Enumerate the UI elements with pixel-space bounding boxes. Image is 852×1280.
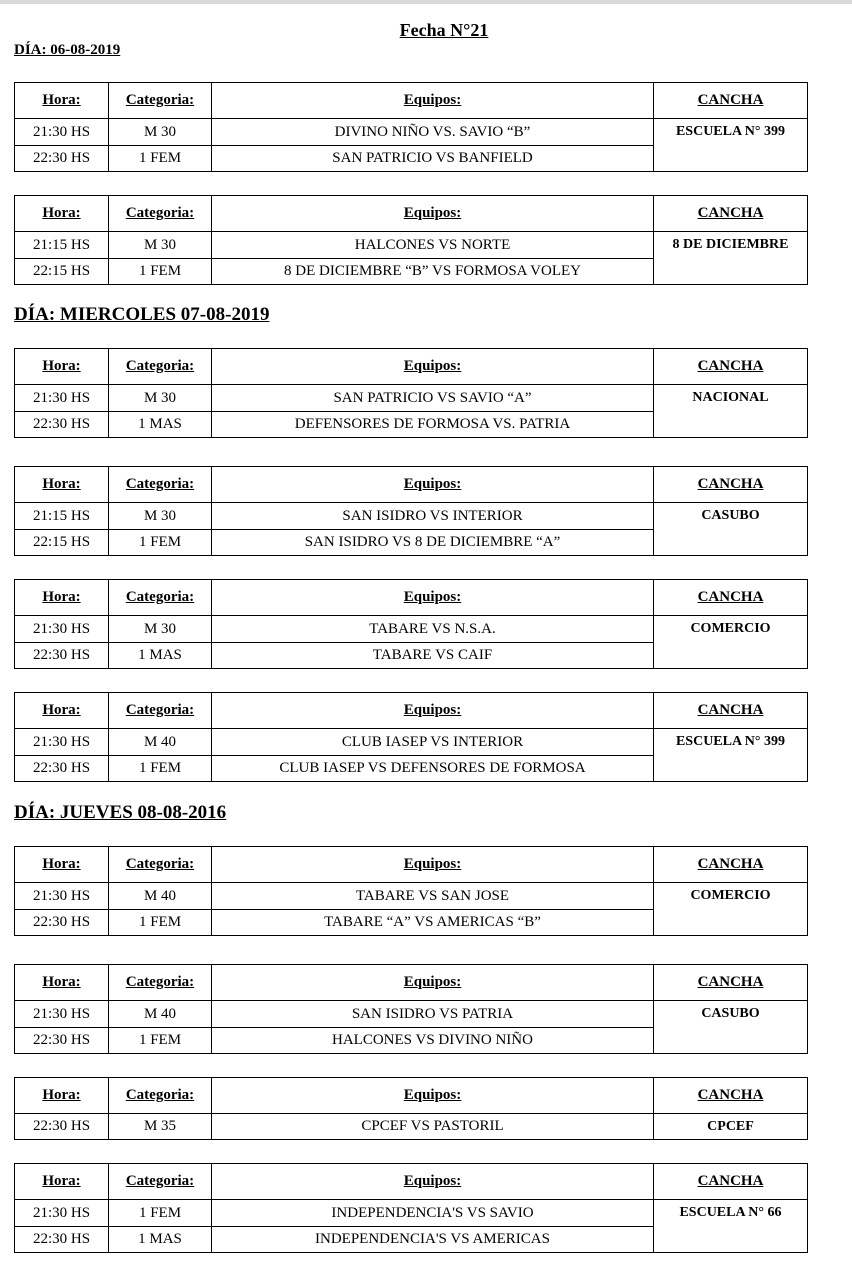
header-cancha: CANCHA (654, 1078, 808, 1114)
header-cancha: CANCHA (654, 349, 808, 385)
match-table (14, 579, 808, 669)
venue-name: CPCEF (654, 1114, 808, 1140)
table-header-row (15, 693, 808, 729)
match-table (14, 195, 808, 285)
match-time: 21:30 HS (15, 119, 109, 146)
match-category: 1 FEM (109, 259, 212, 285)
match-category: M 40 (109, 729, 212, 756)
match-teams: SAN PATRICIO VS BANFIELD (212, 146, 654, 172)
header-equipos: Equipos: (212, 693, 654, 729)
header-cancha: CANCHA (654, 467, 808, 503)
header-cancha: CANCHA (654, 580, 808, 616)
table-header-row (15, 467, 808, 503)
header-equipos: Equipos: (212, 467, 654, 503)
match-category: 1 FEM (109, 1028, 212, 1054)
window-top-border (0, 0, 852, 4)
header-hora: Hora: (15, 83, 109, 119)
match-time: 21:30 HS (15, 729, 109, 756)
match-time: 22:30 HS (15, 1028, 109, 1054)
match-time: 22:30 HS (15, 756, 109, 782)
match-time: 22:15 HS (15, 259, 109, 285)
header-hora: Hora: (15, 349, 109, 385)
match-category: 1 FEM (109, 910, 212, 936)
match-table (14, 82, 808, 172)
header-equipos: Equipos: (212, 1164, 654, 1200)
header-categoria: Categoria: (109, 349, 212, 385)
match-teams: CLUB IASEP VS INTERIOR (212, 729, 654, 756)
venue-name: ESCUELA N° 399 (654, 119, 808, 172)
header-equipos: Equipos: (212, 349, 654, 385)
match-row (15, 1114, 808, 1140)
header-hora: Hora: (15, 467, 109, 503)
match-teams: SAN ISIDRO VS INTERIOR (212, 503, 654, 530)
header-hora: Hora: (15, 965, 109, 1001)
match-category: M 30 (109, 119, 212, 146)
match-category: M 40 (109, 1001, 212, 1028)
header-hora: Hora: (15, 847, 109, 883)
match-teams: INDEPENDENCIA'S VS SAVIO (212, 1200, 654, 1227)
header-equipos: Equipos: (212, 83, 654, 119)
table-header-row (15, 847, 808, 883)
header-hora: Hora: (15, 580, 109, 616)
match-table (14, 692, 808, 782)
match-time: 22:15 HS (15, 530, 109, 556)
match-row (15, 119, 808, 146)
match-teams: TABARE VS CAIF (212, 643, 654, 669)
header-hora: Hora: (15, 1164, 109, 1200)
match-category: M 30 (109, 232, 212, 259)
match-time: 21:30 HS (15, 385, 109, 412)
match-time: 22:30 HS (15, 643, 109, 669)
match-teams: HALCONES VS NORTE (212, 232, 654, 259)
match-teams: DIVINO NIÑO VS. SAVIO “B” (212, 119, 654, 146)
header-categoria: Categoria: (109, 965, 212, 1001)
match-row (15, 1001, 808, 1028)
match-teams: CPCEF VS PASTORIL (212, 1114, 654, 1140)
header-equipos: Equipos: (212, 196, 654, 232)
match-row (15, 729, 808, 756)
header-cancha: CANCHA (654, 965, 808, 1001)
match-teams: CLUB IASEP VS DEFENSORES DE FORMOSA (212, 756, 654, 782)
table-header-row (15, 349, 808, 385)
header-categoria: Categoria: (109, 1164, 212, 1200)
header-equipos: Equipos: (212, 847, 654, 883)
match-row (15, 232, 808, 259)
header-categoria: Categoria: (109, 467, 212, 503)
venue-name: CASUBO (654, 503, 808, 556)
venue-name: ESCUELA N° 399 (654, 729, 808, 782)
match-category: 1 MAS (109, 1227, 212, 1253)
header-categoria: Categoria: (109, 580, 212, 616)
day-heading: DÍA: JUEVES 08-08-2016 (14, 802, 227, 823)
match-category: 1 MAS (109, 643, 212, 669)
match-category: 1 FEM (109, 756, 212, 782)
header-cancha: CANCHA (654, 693, 808, 729)
table-header-row (15, 196, 808, 232)
match-time: 21:15 HS (15, 503, 109, 530)
match-time: 22:30 HS (15, 146, 109, 172)
match-time: 22:30 HS (15, 1114, 109, 1140)
header-equipos: Equipos: (212, 965, 654, 1001)
header-cancha: CANCHA (654, 847, 808, 883)
header-categoria: Categoria: (109, 693, 212, 729)
header-hora: Hora: (15, 196, 109, 232)
match-teams: SAN ISIDRO VS PATRIA (212, 1001, 654, 1028)
match-row (15, 385, 808, 412)
header-cancha: CANCHA (654, 83, 808, 119)
table-header-row (15, 580, 808, 616)
match-category: 1 FEM (109, 530, 212, 556)
match-table (14, 466, 808, 556)
match-time: 21:30 HS (15, 1001, 109, 1028)
match-row (15, 503, 808, 530)
page-title: Fecha N°21 (399, 20, 489, 40)
match-row (15, 1200, 808, 1227)
venue-name: COMERCIO (654, 883, 808, 936)
header-equipos: Equipos: (212, 580, 654, 616)
header-categoria: Categoria: (109, 196, 212, 232)
header-categoria: Categoria: (109, 1078, 212, 1114)
venue-name: ESCUELA N° 66 (654, 1200, 808, 1253)
match-time: 22:30 HS (15, 910, 109, 936)
table-header-row (15, 965, 808, 1001)
day-heading: DÍA: MIERCOLES 07-08-2019 (14, 304, 270, 325)
match-teams: 8 DE DICIEMBRE “B” VS FORMOSA VOLEY (212, 259, 654, 285)
header-cancha: CANCHA (654, 1164, 808, 1200)
match-row (15, 616, 808, 643)
day-heading: DÍA: 06-08-2019 (14, 42, 121, 58)
match-teams: SAN PATRICIO VS SAVIO “A” (212, 385, 654, 412)
match-teams: TABARE VS SAN JOSE (212, 883, 654, 910)
match-teams: SAN ISIDRO VS 8 DE DICIEMBRE “A” (212, 530, 654, 556)
match-teams: TABARE “A” VS AMERICAS “B” (212, 910, 654, 936)
match-time: 21:30 HS (15, 1200, 109, 1227)
match-time: 21:30 HS (15, 883, 109, 910)
match-teams: TABARE VS N.S.A. (212, 616, 654, 643)
match-table (14, 1163, 808, 1253)
header-cancha: CANCHA (654, 196, 808, 232)
match-category: 1 FEM (109, 1200, 212, 1227)
match-category: M 30 (109, 616, 212, 643)
match-category: M 30 (109, 503, 212, 530)
match-category: 1 FEM (109, 146, 212, 172)
match-category: 1 MAS (109, 412, 212, 438)
match-teams: HALCONES VS DIVINO NIÑO (212, 1028, 654, 1054)
match-category: M 35 (109, 1114, 212, 1140)
match-category: M 30 (109, 385, 212, 412)
header-hora: Hora: (15, 1078, 109, 1114)
venue-name: NACIONAL (654, 385, 808, 438)
match-table (14, 846, 808, 936)
venue-name: COMERCIO (654, 616, 808, 669)
match-time: 22:30 HS (15, 1227, 109, 1253)
header-hora: Hora: (15, 693, 109, 729)
header-categoria: Categoria: (109, 847, 212, 883)
venue-name: 8 DE DICIEMBRE (654, 232, 808, 285)
match-table (14, 1077, 808, 1140)
match-category: M 40 (109, 883, 212, 910)
match-time: 21:15 HS (15, 232, 109, 259)
match-row (15, 883, 808, 910)
match-teams: INDEPENDENCIA'S VS AMERICAS (212, 1227, 654, 1253)
table-header-row (15, 1078, 808, 1114)
match-teams: DEFENSORES DE FORMOSA VS. PATRIA (212, 412, 654, 438)
match-time: 21:30 HS (15, 616, 109, 643)
match-table (14, 964, 808, 1054)
header-categoria: Categoria: (109, 83, 212, 119)
table-header-row (15, 1164, 808, 1200)
match-time: 22:30 HS (15, 412, 109, 438)
venue-name: CASUBO (654, 1001, 808, 1054)
header-equipos: Equipos: (212, 1078, 654, 1114)
table-header-row (15, 83, 808, 119)
match-table (14, 348, 808, 438)
